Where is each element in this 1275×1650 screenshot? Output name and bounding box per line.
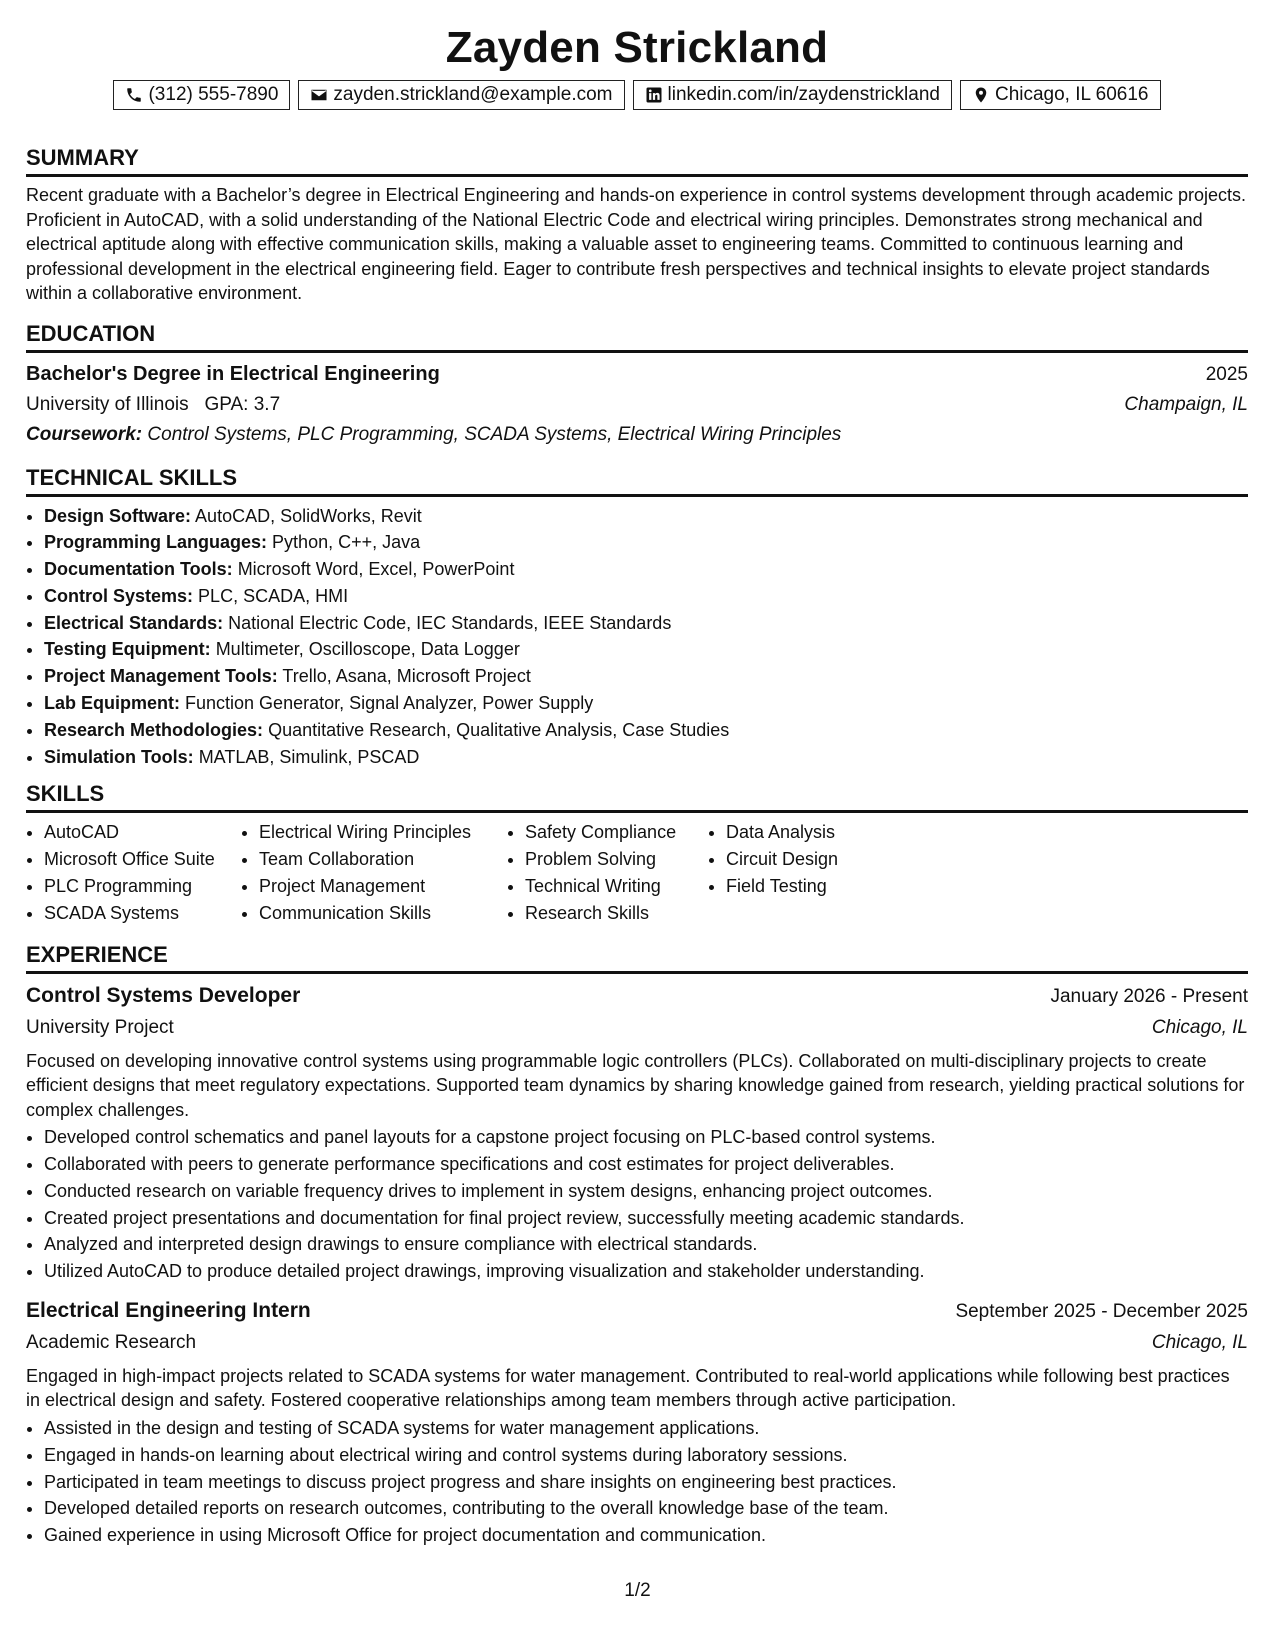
- job-dates: January 2026 - Present: [1050, 985, 1248, 1007]
- list-item: • Circuit Design: [726, 846, 926, 873]
- school-name: University of Illinois: [26, 393, 189, 415]
- list-item: • Gained experience in using Microsoft Office for project documentation and communication.: [44, 1522, 1248, 1549]
- skill-category: Documentation Tools:: [44, 559, 233, 580]
- skill-values: Trello, Asana, Microsoft Project: [282, 666, 531, 687]
- list-item: • Project Management: [259, 873, 507, 900]
- coursework-list: Control Systems, PLC Programming, SCADA Systems, Electrical Wiring Principles: [147, 423, 842, 445]
- list-item: [44, 663, 1248, 690]
- skill-category: Research Methodologies:: [44, 719, 264, 740]
- contact-email[interactable]: [298, 80, 624, 110]
- graduation-year: 2025: [1205, 363, 1248, 385]
- list-item: • Microsoft Office Suite: [44, 846, 241, 873]
- skill-values: Microsoft Word, Excel, PowerPoint: [237, 559, 515, 580]
- skills-column: [708, 819, 926, 926]
- list-item: [44, 556, 1248, 583]
- coursework: [26, 420, 1248, 450]
- skill-category: Lab Equipment:: [44, 693, 180, 714]
- list-item: • Data Analysis: [726, 819, 926, 846]
- linkedin-icon: [645, 86, 663, 104]
- list-item: • Developed detailed reports on research outcomes, contributing to the overall knowledge base of the team.: [44, 1495, 1248, 1522]
- list-item: • Collaborated with peers to generate performance specifications and cost estimates for project deliverables.: [44, 1151, 1248, 1178]
- section-title: EDUCATION: [26, 320, 1248, 353]
- contact-linkedin[interactable]: [633, 80, 952, 110]
- education-section: [26, 320, 1248, 450]
- contact-bar: [26, 80, 1248, 110]
- job-dates: September 2025 - December 2025: [955, 1300, 1248, 1322]
- list-item: [44, 610, 1248, 637]
- job-title: Control Systems Developer: [26, 983, 301, 1007]
- list-item: • Research Skills: [525, 900, 708, 927]
- list-item: • Engaged in hands-on learning about electrical wiring and control systems during laboratory sessions.: [44, 1442, 1248, 1469]
- map-pin-icon: [972, 86, 990, 104]
- list-item: [44, 744, 1248, 771]
- coursework-label: Coursework:: [26, 423, 143, 445]
- job-entry: [26, 1295, 1248, 1549]
- skill-values: Quantitative Research, Qualitative Analysis, Case Studies: [268, 719, 730, 740]
- envelope-icon: [310, 86, 328, 104]
- list-item: • Participated in team meetings to discuss project progress and share insights on engineering best practices.: [44, 1469, 1248, 1496]
- list-item: [44, 690, 1248, 717]
- list-item: • PLC Programming: [44, 873, 241, 900]
- technical-skills-section: [26, 464, 1248, 771]
- list-item: • AutoCAD: [44, 819, 241, 846]
- list-item: • Technical Writing: [525, 873, 708, 900]
- list-item: • Utilized AutoCAD to produce detailed project drawings, improving visualization and stakeholder understanding.: [44, 1258, 1248, 1285]
- job-bullets: [26, 1124, 1248, 1285]
- list-item: • Team Collaboration: [259, 846, 507, 873]
- section-title: SUMMARY: [26, 144, 1248, 177]
- list-item: [44, 503, 1248, 530]
- list-item: • Problem Solving: [525, 846, 708, 873]
- skill-values: MATLAB, Simulink, PSCAD: [198, 746, 420, 767]
- skills-column: [26, 819, 241, 926]
- education-header-row: [26, 359, 1248, 390]
- section-title: EXPERIENCE: [26, 941, 1248, 974]
- skill-category: Simulation Tools:: [44, 746, 194, 767]
- list-item: • Created project presentations and documentation for final project review, successfully meeting academic standards.: [44, 1205, 1248, 1232]
- list-item: • Analyzed and interpreted design drawings to ensure compliance with electrical standards.: [44, 1231, 1248, 1258]
- list-item: • Assisted in the design and testing of SCADA systems for water management applications.: [44, 1415, 1248, 1442]
- skill-values: Function Generator, Signal Analyzer, Power Supply: [185, 693, 594, 714]
- page-number: 1/2: [624, 1580, 651, 1601]
- job-entry: [26, 980, 1248, 1285]
- education-school-row: [26, 390, 1248, 420]
- skill-category: Project Management Tools:: [44, 666, 278, 687]
- list-item: • Developed control schematics and panel layouts for a capstone project focusing on PLC-based control systems.: [44, 1124, 1248, 1151]
- skill-values: National Electric Code, IEC Standards, IEEE Standards: [228, 612, 672, 633]
- contact-location: [960, 80, 1161, 110]
- email-text: zayden.strickland@example.com: [333, 84, 613, 105]
- job-bullets: [26, 1415, 1248, 1549]
- list-item: • Electrical Wiring Principles: [259, 819, 507, 846]
- gpa: GPA: 3.7: [204, 393, 281, 415]
- phone-icon: [125, 86, 143, 104]
- job-title: Electrical Engineering Intern: [26, 1298, 311, 1322]
- job-location: Chicago, IL: [1151, 1331, 1248, 1353]
- list-item: [44, 717, 1248, 744]
- job-description: Focused on developing innovative control systems using programmable logic controllers (PLCs). Collaborated on multi-disciplinary projects to create efficient designs that meet regulatory expectations. Supported team dynamics by sharing knowledge gained from research, yielding practical solutions for complex challenges.: [26, 1050, 1245, 1120]
- skill-category: Testing Equipment:: [44, 639, 211, 660]
- list-item: • Communication Skills: [259, 900, 507, 927]
- skill-values: Python, C++, Java: [272, 532, 421, 553]
- phone-text: (312) 555-7890: [148, 84, 279, 105]
- list-item: • Safety Compliance: [525, 819, 708, 846]
- list-item: • SCADA Systems: [44, 900, 241, 927]
- job-organization: University Project: [26, 1016, 174, 1038]
- technical-skills-list: [26, 503, 1248, 771]
- job-location: Chicago, IL: [1151, 1016, 1248, 1038]
- candidate-name: Zayden Strickland: [445, 23, 829, 72]
- section-title: TECHNICAL SKILLS: [26, 464, 1248, 497]
- list-item: • Conducted research on variable frequency drives to implement in system designs, enhancing project outcomes.: [44, 1178, 1248, 1205]
- contact-phone[interactable]: [113, 80, 290, 110]
- job-organization: Academic Research: [26, 1331, 197, 1353]
- skill-values: Multimeter, Oscilloscope, Data Logger: [215, 639, 520, 660]
- list-item: [44, 529, 1248, 556]
- summary-section: [26, 144, 1248, 306]
- section-title: SKILLS: [26, 780, 1248, 813]
- location-text: Chicago, IL 60616: [994, 84, 1149, 105]
- list-item: [44, 583, 1248, 610]
- skills-column: [241, 819, 507, 926]
- skill-category: Programming Languages:: [44, 532, 268, 553]
- skill-values: AutoCAD, SolidWorks, Revit: [195, 505, 422, 526]
- skill-values: PLC, SCADA, HMI: [198, 585, 349, 606]
- skills-grid: [26, 819, 1248, 926]
- summary-text: Recent graduate with a Bachelor’s degree in Electrical Engineering and hands-on experience in control systems development through academic projects. Proficient in AutoCAD, with a solid understanding of the National Electric Code and electrical wiring principles. Demonstrates strong mechanical and electrical aptitude along with effective communication skills, making a valuable asset to engineering teams. Committed to continuous learning and professional development in the electrical engineering field. Eager to contribute fresh perspectives and technical insights to elevate project standards within a collaborative environment.: [26, 185, 1247, 303]
- school-location: Champaign, IL: [1124, 393, 1248, 415]
- skill-category: Control Systems:: [44, 585, 194, 606]
- list-item: • Field Testing: [726, 873, 926, 900]
- skills-column: [507, 819, 708, 926]
- experience-section: [26, 941, 1248, 1549]
- job-description: Engaged in high-impact projects related to SCADA systems for water management. Contributed to real-world applications while following best practices in electrical design and safety. Fostered cooperative relationships among team members through active participation.: [26, 1365, 1230, 1411]
- degree-name: Bachelor's Degree in Electrical Engineering: [26, 362, 440, 385]
- skill-category: Electrical Standards:: [44, 612, 224, 633]
- linkedin-text: linkedin.com/in/zaydenstrickland: [667, 84, 940, 105]
- resume-page: [26, 0, 1248, 1549]
- skills-section: [26, 780, 1248, 926]
- list-item: [44, 636, 1248, 663]
- skill-category: Design Software:: [44, 505, 192, 526]
